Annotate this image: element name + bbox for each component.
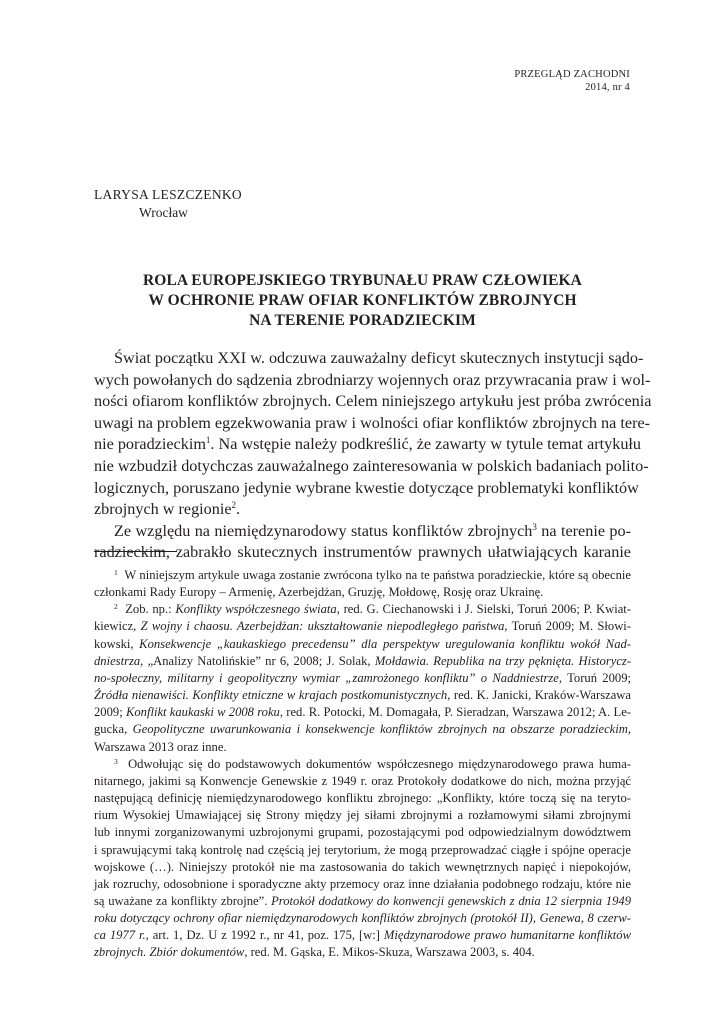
footnote-line: dniestrza, „Analizy Natolińskie” nr 6, 2008; J. Solak, Mołdawia. Republika na trzy pęknięta. Historycz- — [94, 653, 632, 668]
footnote-line: są uważane za konflikty zbrojne”. Protokół dodatkowy do konwencji genewskich z dnia 12 sierpnia 1949 — [94, 893, 631, 908]
body-line: nie poradzieckim$^1$. Na wstępie należy podkreślić, że zawarty w tytule temat artykułu — [94, 435, 642, 454]
footnote-line: rium Wysokiej Umawiającej się Strony między jej siłami zbrojnymi a rozłamowymi siłami zbrojnymi — [94, 808, 631, 823]
footnote-line: $^3$ Odwołując się do podstawowych dokumentów współczesnego międzynarodowego prawa huma- — [114, 756, 631, 771]
footnote-line: kiewicz, Z wojny i chaosu. Azerbejdżan: ukształtowanie niepodległego państwa, Toruń 2009; M. Słowi- — [94, 619, 631, 634]
body-line: zbrojnych w regionie$^2$. — [94, 500, 241, 519]
footnote-2 — [94, 601, 631, 755]
footnote-ref: 3 — [532, 521, 537, 532]
footnote-line: $^1$ W niniejszym artykule uwaga zostanie zwrócona tylko na te państwa poradzieckie, które są obecnie — [114, 568, 632, 582]
author-name: LARYSA LESZCZENKO — [94, 187, 242, 202]
body-text — [94, 348, 652, 564]
footnote-line: kowski, Konsekwencje „kaukaskiego precedensu” dla perspektyw uregulowania konfliktu wokół Nad- — [94, 636, 631, 651]
footnote-line: $^2$ Zob. np.: Konflikty współczesnego świata, red. G. Ciechanowski i J. Sielski, Toruń 2006; P. Kwiat- — [114, 602, 632, 617]
article-title — [94, 271, 631, 331]
journal-header — [514, 68, 630, 94]
footnote-line: no-społeczny, militarny i geopolityczny wymiar „zamrożonego konfliktu” o Naddniestrze, Toruń 2009; — [94, 670, 631, 685]
title-line: NA TERENIE PORADZIECKIM — [249, 312, 476, 329]
footnote-ref: 2 — [231, 500, 237, 511]
footnote-line: roku dotyczący ochrony ofiar niemiędzynarodowych konfliktów zbrojnych (protokół II), Genewa, 8 czerw- — [94, 911, 631, 926]
body-line: uwagi na problem egzekwowania praw i wolności ofiar konfliktów zbrojnych na tere- — [94, 413, 651, 432]
body-line: Świat początku XXI w. odczuwa zauważalny deficyt skutecznych instytucji sądo- — [114, 349, 644, 367]
footnote-line: wojskowe (…). Niniejszy protokół nie ma zastosowania do takich wewnętrznych napięć i niepokojów, — [94, 859, 631, 874]
body-line: wych powołanych do sądzenia zbrodniarzy wojennych oraz przywracania praw i wol- — [94, 370, 651, 389]
footnote-line: i sprawującymi taką kontrolę nad częścią jej terytorium, że mogą przeprowadzać ciągłe i spójne operacje — [94, 842, 631, 857]
body-line: Ze względu na niemiędzynarodowy status konfliktów zbrojnych$^3$ na terenie po- — [114, 521, 631, 540]
author-city: Wrocław — [139, 205, 188, 220]
footnote-line: ca 1977 r., art. 1, Dz. U z 1992 r., nr 41, poz. 175, [w:] Międzynarodowe prawo humanitarne konfliktów — [94, 928, 631, 943]
footnote-line: gucka, Geopolityczne uwarunkowania i konsekwencje konfliktów zbrojnych na obszarze poradzieckim, — [94, 722, 631, 737]
body-line: ności ofiarom konfliktów zbrojnych. Celem niniejszego artykułu jest próba zwrócenia — [94, 392, 652, 411]
journal-issue: 2014, nr 4 — [585, 82, 630, 93]
footnote-marker: 2 — [114, 602, 118, 612]
body-line: radzieckim, zabrakło skutecznych instrumentów prawnych ułatwiających karanie — [94, 543, 631, 562]
footnote-line: nitarnego, jakimi są Konwencje Genewskie z 1949 r. oraz Protokoły dodatkowe do nich, można przyjąć — [94, 773, 631, 788]
journal-name: PRZEGLĄD ZACHODNI — [514, 69, 630, 80]
footnote-marker: 1 — [114, 568, 118, 577]
title-line: W OCHRONIE PRAW OFIAR KONFLIKTÓW ZBROJNYCH — [148, 292, 577, 309]
footnote-line: Źródła nienawiści. Konflikty etniczne w krajach postkomunistycznych, red. K. Janicki, Kraków-Warszawa — [94, 688, 631, 703]
footnote-line: Warszawa 2013 oraz inne. — [94, 739, 227, 754]
footnote-line: następującą definicję niemiędzynarodowego konfliktu zbrojnego: „Konflikty, które toczą się na teryto- — [94, 791, 631, 806]
footnote-line: zbrojnych. Zbiór dokumentów, red. M. Gąska, E. Mikos-Skuza, Warszawa 2003, s. 404. — [94, 945, 535, 960]
body-line: nie wzbudził dotychczas zauważalnego zainteresowania w polskich badaniach polito- — [94, 456, 649, 475]
footnote-separator — [94, 551, 177, 552]
footnote-3 — [94, 756, 631, 962]
footnote-marker: 3 — [114, 756, 118, 766]
footnote-line: członkami Rady Europy – Armenię, Azerbejdżan, Gruzję, Mołdowę, Rosję oraz Ukrainę. — [94, 585, 544, 600]
title-line: ROLA EUROPEJSKIEGO TRYBUNAŁU PRAW CZŁOWIEKA — [143, 272, 582, 289]
footnote-line: 2009; Konflikt kaukaski w 2008 roku, red. R. Potocki, M. Domagała, P. Sieradzan, Warszawa 2012; A. Le- — [94, 705, 631, 720]
footnote-ref: 1 — [205, 435, 211, 446]
footnote-line: lub innymi zorganizowanymi uzbrojonymi grupami, pozostającymi pod odpowiedzialnym dowództwem — [94, 825, 631, 840]
author-block — [94, 186, 242, 222]
footnote-1 — [94, 567, 631, 601]
body-line: logicznych, poruszano jedynie wybrane kwestie dotyczące problematyki konfliktów — [94, 478, 639, 497]
footnote-line: jak rozruchy, odosobnione i sporadyczne akty przemocy oraz inne działania podobnego rodzaju, które nie — [94, 876, 631, 891]
footnotes — [94, 567, 631, 962]
